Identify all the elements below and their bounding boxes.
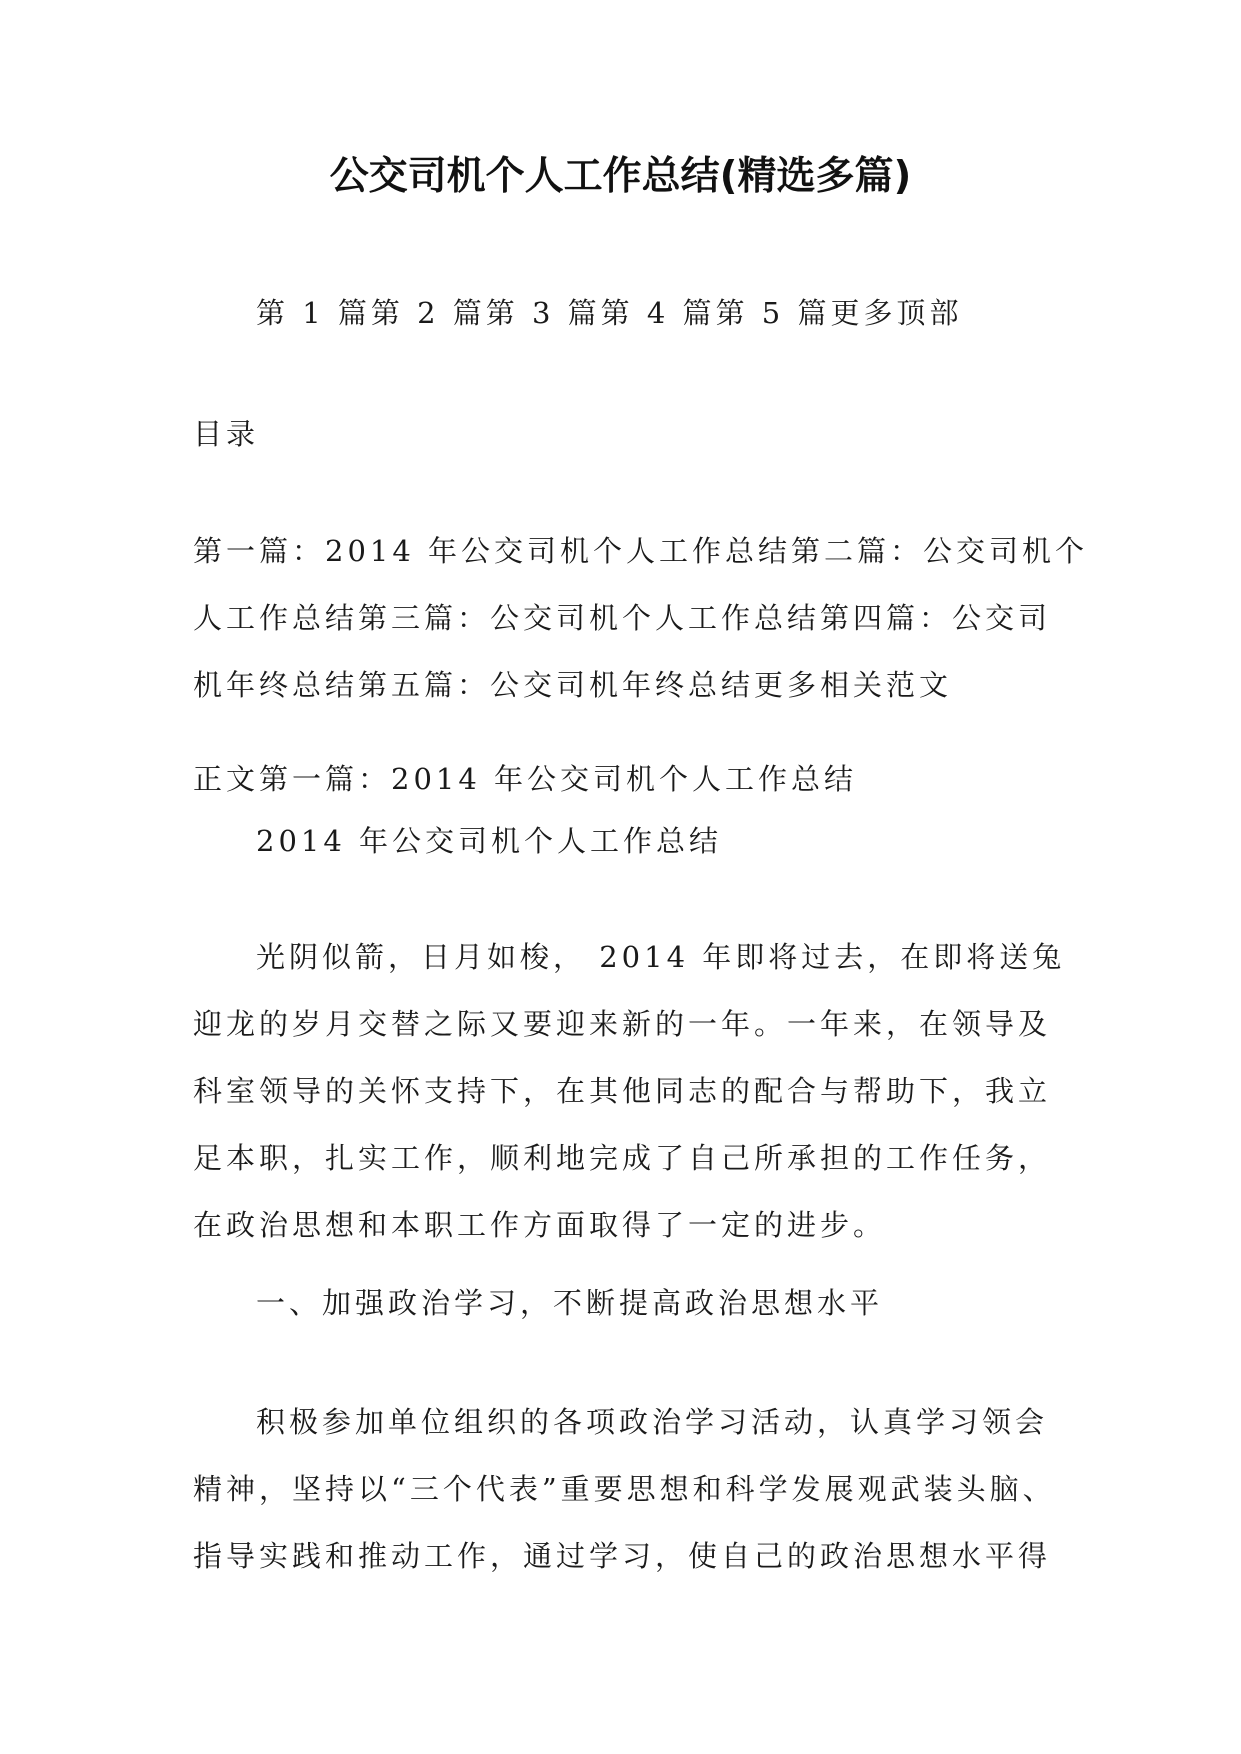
paragraph-line: 指导实践和推动工作，通过学习，使自己的政治思想水平得 — [193, 1539, 1052, 1573]
nav-link-part-2[interactable]: 第 2 篇 — [370, 296, 486, 330]
chapter-nav — [256, 293, 962, 333]
toc-line: 机年终总结第五篇：公交司机年终总结更多相关范文 — [193, 668, 953, 702]
paragraph-line: 精神，坚持以“三个代表”重要思想和科学发展观武装头脑、 — [193, 1472, 1056, 1506]
nav-link-part-5[interactable]: 第 5 篇 — [715, 296, 831, 330]
document-title: 公交司机个人工作总结(精选多篇) — [329, 154, 912, 199]
body-heading: 正文第一篇：2014 年公交司机个人工作总结 — [193, 762, 858, 796]
nav-link-part-3[interactable]: 第 3 篇 — [485, 296, 601, 330]
nav-link-part-1[interactable]: 第 1 篇 — [256, 296, 371, 330]
paragraph-line: 迎龙的岁月交替之际又要迎来新的一年。一年来，在领导及 — [193, 1007, 1052, 1041]
paragraph-line: 积极参加单位组织的各项政治学习活动，认真学习领会 — [256, 1405, 1049, 1439]
nav-link-top[interactable]: 顶部 — [896, 296, 963, 330]
toc-line: 人工作总结第三篇：公交司机个人工作总结第四篇：公交司 — [193, 601, 1052, 635]
paragraph-line: 足本职，扎实工作，顺利地完成了自己所承担的工作任务， — [193, 1141, 1052, 1175]
article-title: 2014 年公交司机个人工作总结 — [256, 824, 723, 858]
paragraph-line: 光阴似箭，日月如梭， 2014 年即将过去，在即将送兔 — [256, 940, 1066, 974]
paragraph-line: 在政治思想和本职工作方面取得了一定的进步。 — [193, 1208, 887, 1242]
section-heading: 一、加强政治学习，不断提高政治思想水平 — [256, 1286, 884, 1320]
paragraph-study — [193, 1389, 1063, 1590]
nav-link-part-4[interactable]: 第 4 篇 — [600, 296, 716, 330]
toc-list — [193, 518, 1089, 719]
nav-link-more[interactable]: 更多 — [830, 296, 897, 330]
paragraph-line: 科室领导的关怀支持下，在其他同志的配合与帮助下，我立 — [193, 1074, 1052, 1108]
paragraph-intro — [193, 924, 1066, 1259]
toc-heading: 目录 — [193, 417, 260, 451]
toc-line: 第一篇：2014 年公交司机个人工作总结第二篇：公交司机个 — [193, 534, 1089, 568]
